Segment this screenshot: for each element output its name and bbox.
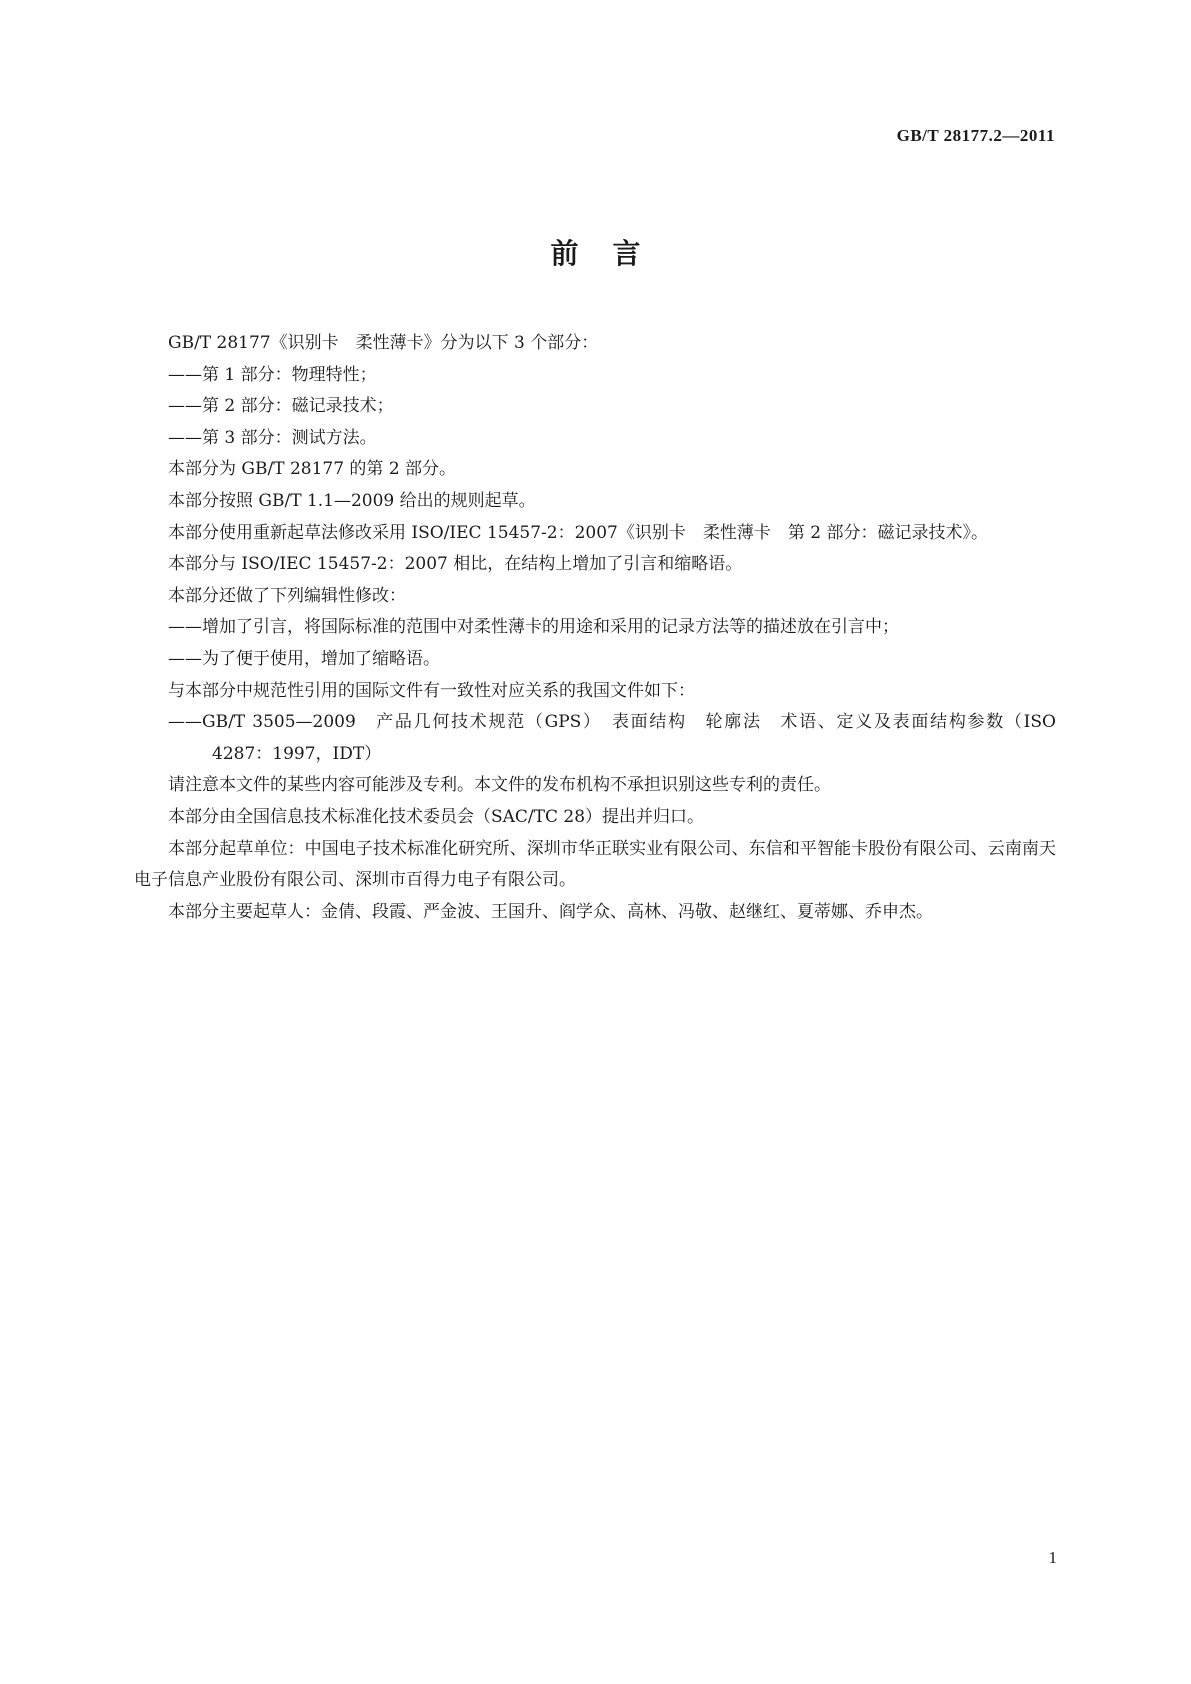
list-item-part-2: ——第 2 部分：磁记录技术； [168,396,394,417]
paragraph-drafting-units: 本部分起草单位：中国电子技术标准化研究所、深圳市华正联实业有限公司、东信和平智能卡股份有限公司、云南南天电子信息产业股份有限公司、深圳市百得力电子有限公司。 [134,838,1056,891]
page-title: 前言 [550,237,675,270]
list-item-part-1: ——第 1 部分：物理特性； [168,364,377,385]
paragraph-adoption: 本部分使用重新起草法修改采用 ISO/IEC 15457-2：2007《识别卡 柔性薄卡 第 2 部分：磁记录技术》。 [168,522,988,543]
document-body [134,328,1056,928]
list-item-gbt-3505: ——GB/T 3505—2009 产品几何技术规范（GPS） 表面结构 轮廓法 术语、定义及表面结构参数（ISO 4287：1997，IDT） [168,712,1056,764]
paragraph-proposer: 本部分由全国信息技术标准化技术委员会（SAC/TC 28）提出并归口。 [168,806,705,827]
standard-code: GB/T 28177.2—2011 [896,126,1055,145]
paragraph-corresponding-documents: 与本部分中规范性引用的国际文件有一致性对应关系的我国文件如下： [168,680,695,701]
paragraph-editorial-changes: 本部分还做了下列编辑性修改： [168,585,406,606]
page-number: 1 [1048,1548,1057,1567]
paragraph-structure-changes: 本部分与 ISO/IEC 15457-2：2007 相比，在结构上增加了引言和缩略语。 [168,554,743,575]
paragraph-drafters: 本部分主要起草人：金倩、段霞、严金波、王国升、阎学众、高林、冯敬、赵继红、夏蒂娜、乔申杰。 [168,901,933,922]
list-item-part-3: ——第 3 部分：测试方法。 [168,427,377,448]
list-item-abbreviations-added: ——为了便于使用，增加了缩略语。 [168,648,440,669]
paragraph-intro: GB/T 28177《识别卡 柔性薄卡》分为以下 3 个部分： [168,333,599,353]
paragraph-drafting-rules: 本部分按照 GB/T 1.1—2009 给出的规则起草。 [168,490,536,511]
list-item-introduction-added: ——增加了引言，将国际标准的范围中对柔性薄卡的用途和采用的记录方法等的描述放在引言中； [168,617,899,638]
paragraph-patent-notice: 请注意本文件的某些内容可能涉及专利。本文件的发布机构不承担识别这些专利的责任。 [168,775,831,796]
paragraph-part-statement: 本部分为 GB/T 28177 的第 2 部分。 [168,459,457,480]
